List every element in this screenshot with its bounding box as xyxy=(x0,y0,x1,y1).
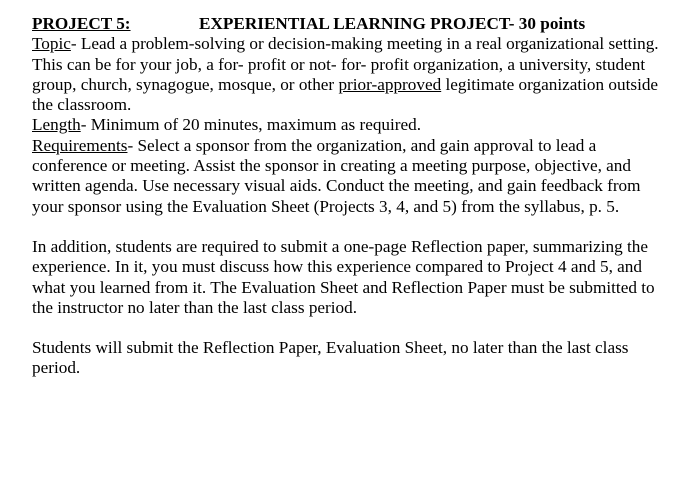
prior-approved-text: prior-approved xyxy=(338,74,442,94)
paragraph-gap xyxy=(32,217,672,237)
topic-text-end: legitimate organization outside the classroom. xyxy=(32,74,659,115)
paragraph-gap xyxy=(32,318,672,338)
reflection-paragraph: In addition, students are required to submit a one-page Reflection paper, summarizing the experience. In it, you must discuss how this experience compared to Project 4 and 5, and what you learned from it. The Evaluation Sheet and Reflection Paper must be submitted to the instructor no later than the last class period. xyxy=(32,236,655,317)
project-heading xyxy=(32,14,672,34)
requirements-text: - Select a sponsor from the organization, and gain approval to lead a conference or meeting. Assist the sponsor in creating a meeting purpose, objective, and written agenda. Use necessary visual aids. Conduct the meeting, and gain feedback from your sponsor using the Evaluation Sheet (Projects 3, 4, and 5) from the syllabus, p. 5. xyxy=(32,135,641,216)
topic-paragraph xyxy=(32,34,672,115)
length-paragraph xyxy=(32,115,672,135)
project-title: EXPERIENTIAL LEARNING PROJECT- 30 points xyxy=(199,14,586,33)
topic-text: - Lead a problem-solving or decision-making meeting in a real organizational setting. This can be for your job, a for- profit or not- for- profit organization, a university, student group, church, synagogue, mosque, or other xyxy=(32,34,659,94)
topic-label: Topic xyxy=(32,34,71,54)
length-label: Length xyxy=(32,115,81,135)
requirements-label: Requirements xyxy=(32,135,128,155)
requirements-paragraph xyxy=(32,136,672,217)
document-body xyxy=(32,14,672,379)
submission-paragraph: Students will submit the Reflection Paper, Evaluation Sheet, no later than the last class period. xyxy=(32,338,629,378)
project-label: PROJECT 5: xyxy=(32,14,131,33)
length-text: - Minimum of 20 minutes, maximum as required. xyxy=(80,115,422,135)
